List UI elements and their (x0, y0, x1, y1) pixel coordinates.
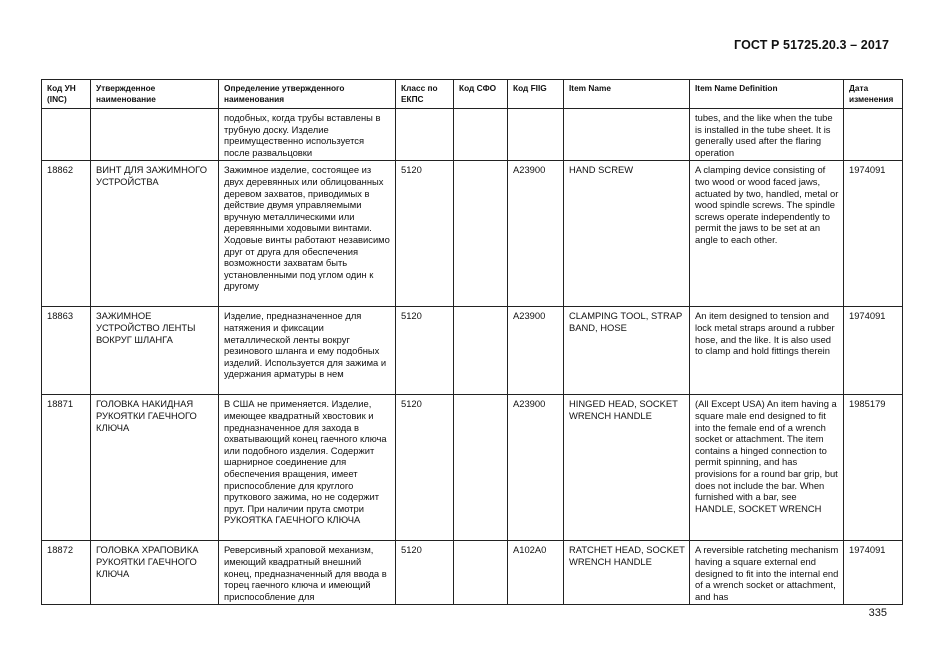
cell-inc: 18871 (42, 395, 91, 541)
cell-class (396, 109, 454, 161)
cell-inc: 18862 (42, 161, 91, 307)
cell-definition: Изделие, предназначенное для натяжения и фиксации металлической ленты вокруг резинового шланга и ему подобных изделий. Используется для зажима и удержания арматуры в нем (219, 307, 396, 395)
table-row (42, 307, 903, 395)
cell-definition: В США не применяется. Изделие, имеющее квадратный хвостовик и предназначенное для захода в охватывающий конец гаечного ключа или подобного изделия. Содержит шарнирное соединение для обеспечения вращения, имеет приспособление для круглого пруткового зажима, но не содержит прут. При наличии прута смотри РУКОЯТКА ГАЕЧНОГО КЛЮЧА (219, 395, 396, 541)
cell-class: 5120 (396, 161, 454, 307)
col-header-class: Класс по ЕКПС (396, 80, 454, 109)
cell-item-name: HINGED HEAD, SOCKET WRENCH HANDLE (564, 395, 690, 541)
cell-name: ВИНТ ДЛЯ ЗАЖИМНОГО УСТРОЙСТВА (91, 161, 219, 307)
cell-item-definition: An item designed to tension and lock metal straps around a rubber hose, and the like. It is also used to clamp and hold fittings therein (690, 307, 844, 395)
cell-item-name: RATCHET HEAD, SOCKET WRENCH HANDLE (564, 541, 690, 605)
cell-item-definition: (All Except USA) An item having a square male end designed to fit into the female end of a wrench socket or attachment. The item contains a hinged connection to permit spinning, and has provisions for a round bar grip, but does not include the bar. When furnished with a bar, see HANDLE, SOCKET WRENCH (690, 395, 844, 541)
cell-definition: Реверсивный храповой механизм, имеющий квадратный внешний конец, предназначенный для ввода в торец гаечного ключа и имеющий приспособление для (219, 541, 396, 605)
col-header-definition: Определение утвержденного наименования (219, 80, 396, 109)
cell-fiig (508, 109, 564, 161)
cell-item-definition: A reversible ratcheting mechanism having a square external end designed to fit into the internal end of a wrench socket or attachment, and has (690, 541, 844, 605)
col-header-date: Дата изменения (844, 80, 903, 109)
cell-date: 1985179 (844, 395, 903, 541)
cell-name: ГОЛОВКА НАКИДНАЯ РУКОЯТКИ ГАЕЧНОГО КЛЮЧА (91, 395, 219, 541)
cell-date (844, 109, 903, 161)
cell-inc: 18863 (42, 307, 91, 395)
col-header-item-definition: Item Name Definition (690, 80, 844, 109)
col-header-item-name: Item Name (564, 80, 690, 109)
cell-sfo (454, 395, 508, 541)
cell-class: 5120 (396, 307, 454, 395)
cell-class: 5120 (396, 395, 454, 541)
cell-class: 5120 (396, 541, 454, 605)
cell-fiig: A23900 (508, 395, 564, 541)
col-header-fiig: Код FIIG (508, 80, 564, 109)
cell-fiig: A23900 (508, 307, 564, 395)
cell-name: ЗАЖИМНОЕ УСТРОЙСТВО ЛЕНТЫ ВОКРУГ ШЛАНГА (91, 307, 219, 395)
cell-item-name: CLAMPING TOOL, STRAP BAND, HOSE (564, 307, 690, 395)
cell-item-name (564, 109, 690, 161)
cell-date: 1974091 (844, 541, 903, 605)
cell-item-definition: A clamping device consisting of two wood or wood faced jaws, actuated by two, handled, metal or wood spindle screws. The spindle screws operate independently to permit the jaws to be set at an angle to each other. (690, 161, 844, 307)
col-header-name: Утвержденное наименование (91, 80, 219, 109)
table-header-row (42, 80, 903, 109)
table-row (42, 541, 903, 605)
table-row (42, 395, 903, 541)
page-number: 335 (868, 607, 887, 619)
cell-name: ГОЛОВКА ХРАПОВИКА РУКОЯТКИ ГАЕЧНОГО КЛЮЧА (91, 541, 219, 605)
cell-item-definition: tubes, and the like when the tube is installed in the tube sheet. It is generally used after the flaring operation (690, 109, 844, 161)
cell-item-name: HAND SCREW (564, 161, 690, 307)
cell-fiig: A102A0 (508, 541, 564, 605)
cell-inc (42, 109, 91, 161)
cell-sfo (454, 161, 508, 307)
cell-fiig: A23900 (508, 161, 564, 307)
cell-name (91, 109, 219, 161)
table-row (42, 109, 903, 161)
cell-definition: Зажимное изделие, состоящее из двух деревянных или облицованных деревом захватов, приводимых в действие двумя управляемыми вручную металлическими или деревянными ходовыми винтами. Ходовые винты работают независимо друг от друга для обеспечения возможности захватам быть установленными под углом один к другому (219, 161, 396, 307)
cell-sfo (454, 109, 508, 161)
cell-sfo (454, 541, 508, 605)
cell-date: 1974091 (844, 161, 903, 307)
cell-sfo (454, 307, 508, 395)
data-table (41, 79, 903, 605)
cell-date: 1974091 (844, 307, 903, 395)
cell-inc: 18872 (42, 541, 91, 605)
col-header-sfo: Код СФО (454, 80, 508, 109)
table-row (42, 161, 903, 307)
col-header-inc: Код УН (INC) (42, 80, 91, 109)
cell-definition: подобных, когда трубы вставлены в трубную доску. Изделие преимущественно используется после развальцовки (219, 109, 396, 161)
document-header: ГОСТ Р 51725.20.3 – 2017 (734, 38, 889, 52)
